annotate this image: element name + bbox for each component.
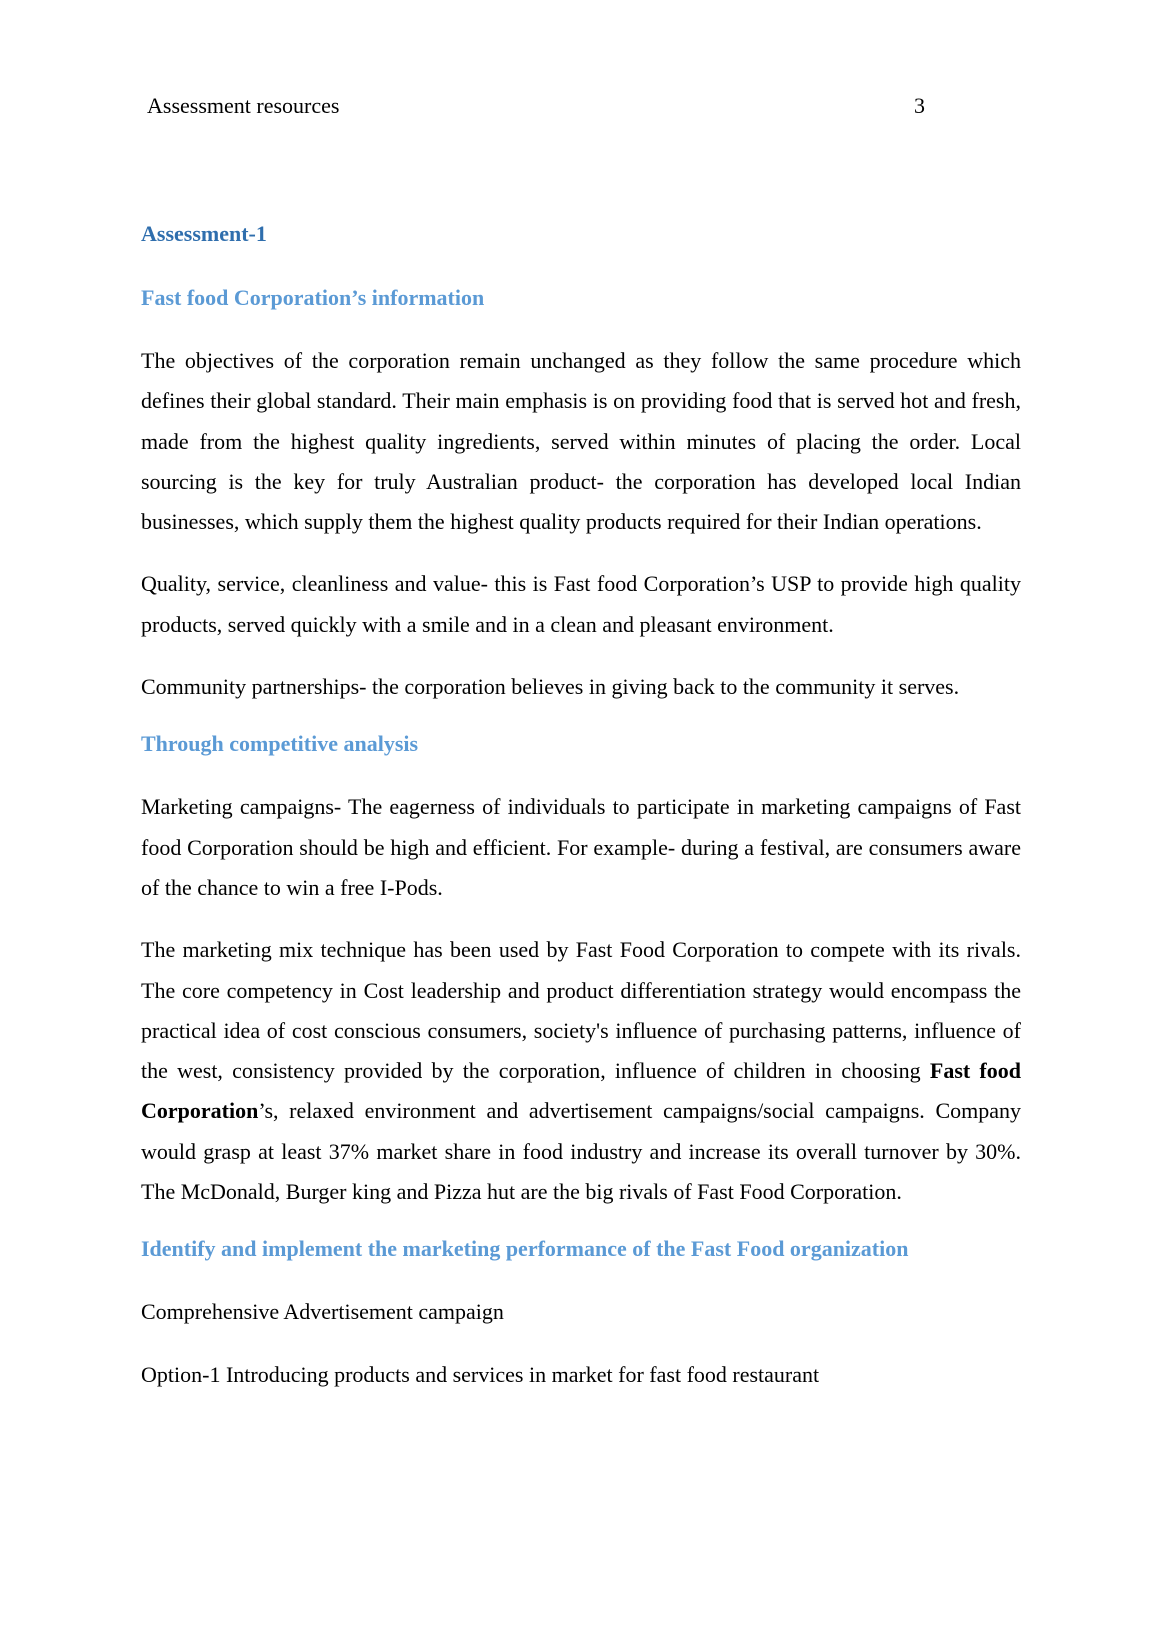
marketing-mix-text-start: The marketing mix technique has been used by Fast Food Corporation to compete with its rivals. The core competency in Cost leadership and product differentiation strategy would encompass the practical idea of cost conscious consumers, society's influence of purchasing patterns, influence of the west, consistency provided by the corporation, influence of children in choosing	[141, 937, 1021, 1084]
paragraph-objectives: The objectives of the corporation remain unchanged as they follow the same procedure which defines their global standard. Their main emphasis is on providing food that is served hot and fresh, made from the highest quality ingredients, served within minutes of placing the order. Local sourcing is the key for truly Australian product- the corporation has developed local Indian businesses, which supply them the highest quality products required for their Indian operations.	[141, 348, 1021, 535]
page-number: 3	[914, 93, 925, 118]
running-header-title: Assessment resources	[147, 93, 340, 118]
line-advertisement-campaign: Comprehensive Advertisement campaign	[141, 1299, 504, 1325]
section-heading-marketing-performance: Identify and implement the marketing performance of the Fast Food organization	[141, 1236, 909, 1262]
document-body	[141, 219, 1021, 1423]
marketing-mix-text-end: ’s, relaxed environment and advertisement campaigns/social campaigns. Company would grasp at least 37% market share in food industry and increase its overall turnover by 30%. The McDonald, Burger king and Pizza hut are the big rivals of Fast Food Corporation.	[141, 1098, 1021, 1205]
line-option-1: Option-1 Introducing products and services in market for fast food restaurant	[141, 1362, 820, 1388]
paragraph-marketing-campaigns: Marketing campaigns- The eagerness of individuals to participate in marketing campaigns of Fast food Corporation should be high and efficient. For example- during a festival, are consumers aware of the chance to win a free I-Pods.	[141, 794, 1021, 900]
paragraph-usp: Quality, service, cleanliness and value- this is Fast food Corporation’s USP to provide high quality products, served quickly with a smile and in a clean and pleasant environment.	[141, 571, 1021, 637]
paragraph-community: Community partnerships- the corporation believes in giving back to the community it serves.	[141, 674, 960, 700]
section-heading-corporation-info: Fast food Corporation’s information	[141, 285, 485, 310]
marketing-mix-bold-company: Fast food Corporation	[141, 1058, 1021, 1124]
paragraph-marketing-mix	[141, 930, 1021, 1212]
assessment-heading: Assessment-1	[141, 221, 267, 246]
section-heading-competitive-analysis: Through competitive analysis	[141, 731, 419, 757]
